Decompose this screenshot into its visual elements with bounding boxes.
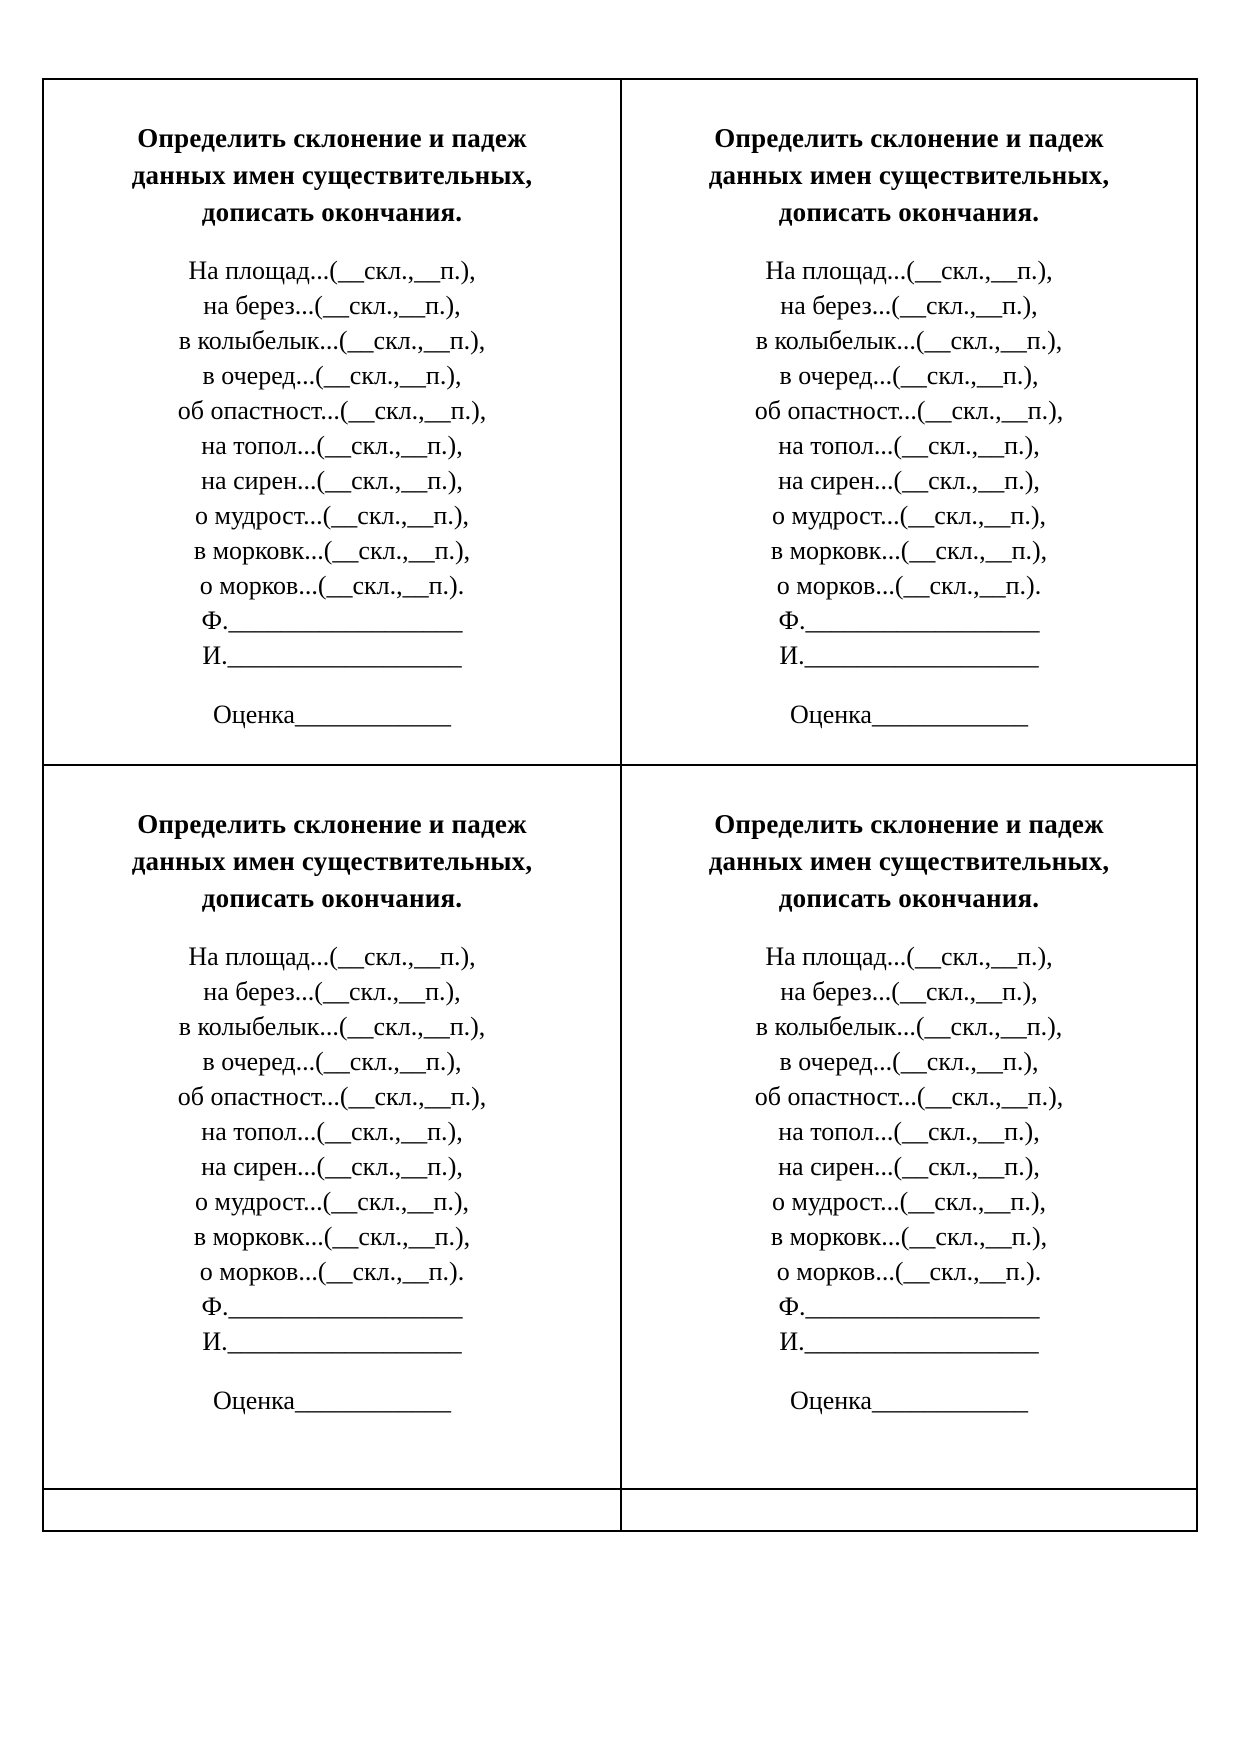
table-row-top bbox=[44, 80, 1196, 764]
card-title-line: данных имен существительных, bbox=[708, 846, 1110, 876]
score-line: Оценка____________ bbox=[790, 1386, 1028, 1415]
exercise-line: об опастност...(__скл.,__п.), bbox=[754, 396, 1064, 425]
exercise-line: в колыбелык...(__скл.,__п.), bbox=[178, 326, 486, 355]
worksheet-card bbox=[622, 80, 1196, 732]
score-line: Оценка____________ bbox=[213, 1386, 451, 1415]
exercise-line: на сирен...(__скл.,__п.), bbox=[778, 1152, 1040, 1181]
exercise-line: в очеред...(__скл.,__п.), bbox=[779, 361, 1039, 390]
exercise-line: о морков...(__скл.,__п.). bbox=[776, 1257, 1042, 1286]
card-title-line: данных имен существительных, bbox=[708, 160, 1110, 190]
card-title-line: данных имен существительных, bbox=[131, 846, 533, 876]
exercise-line: на сирен...(__скл.,__п.), bbox=[201, 1152, 463, 1181]
exercise-line: на топол...(__скл.,__п.), bbox=[201, 1117, 463, 1146]
worksheet-card bbox=[44, 80, 620, 732]
name-line-firstname: И.__________________ bbox=[779, 1327, 1039, 1356]
exercise-line: в морковк...(__скл.,__п.), bbox=[193, 536, 471, 565]
exercise-line: на топол...(__скл.,__п.), bbox=[201, 431, 463, 460]
exercise-line: в колыбелык...(__скл.,__п.), bbox=[178, 1012, 486, 1041]
exercise-line: в морковк...(__скл.,__п.), bbox=[770, 536, 1048, 565]
exercise-line: на сирен...(__скл.,__п.), bbox=[778, 466, 1040, 495]
name-line-surname: Ф.__________________ bbox=[201, 606, 463, 635]
exercise-line: в колыбелык...(__скл.,__п.), bbox=[755, 326, 1063, 355]
exercise-line: На площад...(__скл.,__п.), bbox=[765, 256, 1053, 285]
card-cell-top-left bbox=[44, 80, 620, 764]
card-cell-bottom-left bbox=[44, 766, 620, 1488]
exercise-line: на топол...(__скл.,__п.), bbox=[778, 431, 1040, 460]
exercise-line: об опастност...(__скл.,__п.), bbox=[177, 1082, 487, 1111]
exercise-line: в морковк...(__скл.,__п.), bbox=[770, 1222, 1048, 1251]
exercise-line: в очеред...(__скл.,__п.), bbox=[202, 361, 462, 390]
exercise-line: о мудрост...(__скл.,__п.), bbox=[771, 1187, 1046, 1216]
exercise-line: о морков...(__скл.,__п.). bbox=[199, 1257, 465, 1286]
card-title-line: дописать окончания. bbox=[778, 883, 1040, 913]
exercise-line: о мудрост...(__скл.,__п.), bbox=[194, 501, 469, 530]
worksheet-card bbox=[44, 766, 620, 1418]
exercise-line: о морков...(__скл.,__п.). bbox=[199, 571, 465, 600]
exercise-line: в очеред...(__скл.,__п.), bbox=[202, 1047, 462, 1076]
exercise-line: о мудрост...(__скл.,__п.), bbox=[194, 1187, 469, 1216]
exercise-lines bbox=[44, 939, 620, 1359]
card-title-line: Определить склонение и падеж bbox=[137, 123, 527, 153]
card-title-line: Определить склонение и падеж bbox=[137, 809, 527, 839]
card-title-line: Определить склонение и падеж bbox=[714, 809, 1104, 839]
footer-cell-left bbox=[44, 1490, 620, 1530]
exercise-line: На площад...(__скл.,__п.), bbox=[188, 256, 476, 285]
exercise-line: На площад...(__скл.,__п.), bbox=[765, 942, 1053, 971]
exercise-line: в очеред...(__скл.,__п.), bbox=[779, 1047, 1039, 1076]
card-cell-top-right bbox=[620, 80, 1196, 764]
card-title bbox=[622, 806, 1196, 917]
exercise-line: на сирен...(__скл.,__п.), bbox=[201, 466, 463, 495]
card-title bbox=[44, 806, 620, 917]
table-row-footer bbox=[44, 1488, 1196, 1530]
exercise-line: на топол...(__скл.,__п.), bbox=[778, 1117, 1040, 1146]
card-cell-bottom-right bbox=[620, 766, 1196, 1488]
exercise-line: о морков...(__скл.,__п.). bbox=[776, 571, 1042, 600]
exercise-line: на берез...(__скл.,__п.), bbox=[203, 977, 461, 1006]
exercise-line: на берез...(__скл.,__п.), bbox=[780, 977, 1038, 1006]
exercise-lines bbox=[44, 253, 620, 673]
worksheet-table bbox=[42, 78, 1198, 1532]
exercise-line: об опастност...(__скл.,__п.), bbox=[177, 396, 487, 425]
card-title-line: дописать окончания. bbox=[778, 197, 1040, 227]
card-title-line: дописать окончания. bbox=[201, 197, 463, 227]
name-line-surname: Ф.__________________ bbox=[201, 1292, 463, 1321]
name-line-surname: Ф.__________________ bbox=[778, 606, 1040, 635]
card-title bbox=[44, 120, 620, 231]
exercise-line: об опастност...(__скл.,__п.), bbox=[754, 1082, 1064, 1111]
card-title bbox=[622, 120, 1196, 231]
name-line-firstname: И.__________________ bbox=[779, 641, 1039, 670]
exercise-line: На площад...(__скл.,__п.), bbox=[188, 942, 476, 971]
worksheet-card bbox=[622, 766, 1196, 1418]
card-title-line: Определить склонение и падеж bbox=[714, 123, 1104, 153]
exercise-line: о мудрост...(__скл.,__п.), bbox=[771, 501, 1046, 530]
name-line-surname: Ф.__________________ bbox=[778, 1292, 1040, 1321]
score-line: Оценка____________ bbox=[213, 700, 451, 729]
footer-cell-right bbox=[620, 1490, 1196, 1530]
score-line: Оценка____________ bbox=[790, 700, 1028, 729]
exercise-line: на берез...(__скл.,__п.), bbox=[780, 291, 1038, 320]
name-line-firstname: И.__________________ bbox=[202, 1327, 462, 1356]
exercise-lines bbox=[622, 253, 1196, 673]
exercise-line: в морковк...(__скл.,__п.), bbox=[193, 1222, 471, 1251]
name-line-firstname: И.__________________ bbox=[202, 641, 462, 670]
card-title-line: данных имен существительных, bbox=[131, 160, 533, 190]
exercise-lines bbox=[622, 939, 1196, 1359]
exercise-line: на берез...(__скл.,__п.), bbox=[203, 291, 461, 320]
card-title-line: дописать окончания. bbox=[201, 883, 463, 913]
exercise-line: в колыбелык...(__скл.,__п.), bbox=[755, 1012, 1063, 1041]
table-row-bottom bbox=[44, 764, 1196, 1488]
